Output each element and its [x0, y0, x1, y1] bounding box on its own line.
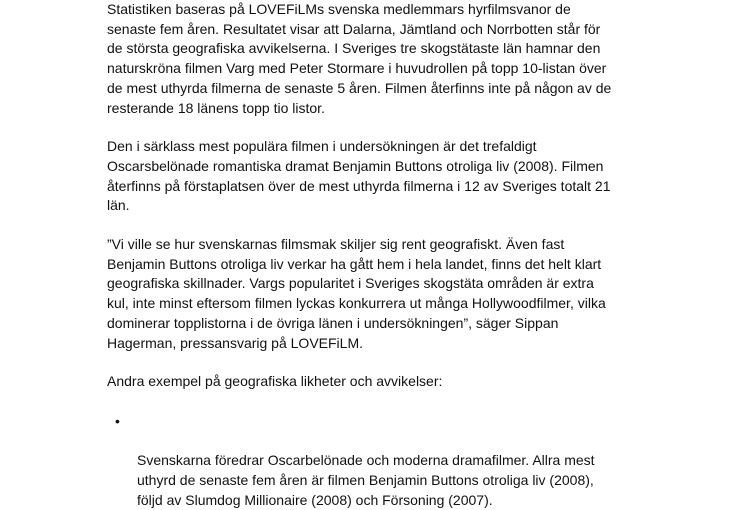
- paragraph-statistics: Statistiken baseras på LOVEFiLMs svenska medlemmars hyrfilmsvanor de senaste fem åren. Resultatet visar att Dalarna, Jämtland och Norrbotten står för de största geografiska avvikelserna. I Sveriges tre skogstätaste län hamnar den naturskröna filmen Varg med Peter Stormare i huvudrollen på topp 10-listan över de mest uthyrda filmerna de senaste 5 åren. Filmen återfinns inte på någon av de resterande 18 länens topp tio listor.: [107, 1, 612, 116]
- bullet-marker: •: [115, 412, 120, 429]
- paragraph-spacer: [107, 392, 727, 412]
- list-item: [107, 412, 727, 510]
- document-page: [107, 0, 727, 510]
- paragraph-most-popular: Den i särklass mest populära filmen i undersökningen är det trefaldigt Oscarsbelönade romantiska dramat Benjamin Buttons otroliga liv (2008). Filmen återfinns på förstaplatsen över de mest uthyrda filmerna i 12 av Sveriges totalt 21 län.: [107, 138, 611, 214]
- paragraph-spacer: [107, 216, 727, 235]
- paragraph-spacer: [107, 118, 727, 137]
- paragraph-quote: ”Vi ville se hur svenskarnas filmsmak skiljer sig rent geografiskt. Även fast Benjamin Buttons otroliga liv verkar ha gått hem i hela landet, finns det helt klart geografiska skillnader. Vargs popularitet i Sveriges skogstäta områden är extra kul, inte minst eftersom filmen lyckas konkurrera ut många Hollywoodfilmer, vilka dominerar topplistorna i de övriga länen i undersökningen”, säger Sippan Hagerman, pressansvarig på LOVEFiLM.: [107, 236, 606, 351]
- list-item-text: Svenskarna föredrar Oscarbelönade och moderna dramafilmer. Allra mest uthyrd de senaste fem åren är filmen Benjamin Buttons otroliga liv (2008), följd av Slumdog Millionaire (2008) och Försoning (2007).: [137, 452, 595, 508]
- paragraph-other-examples: Andra exempel på geografiska likheter och avvikelser:: [107, 373, 443, 390]
- bullet-list: [107, 412, 727, 510]
- paragraph-spacer: [107, 353, 727, 372]
